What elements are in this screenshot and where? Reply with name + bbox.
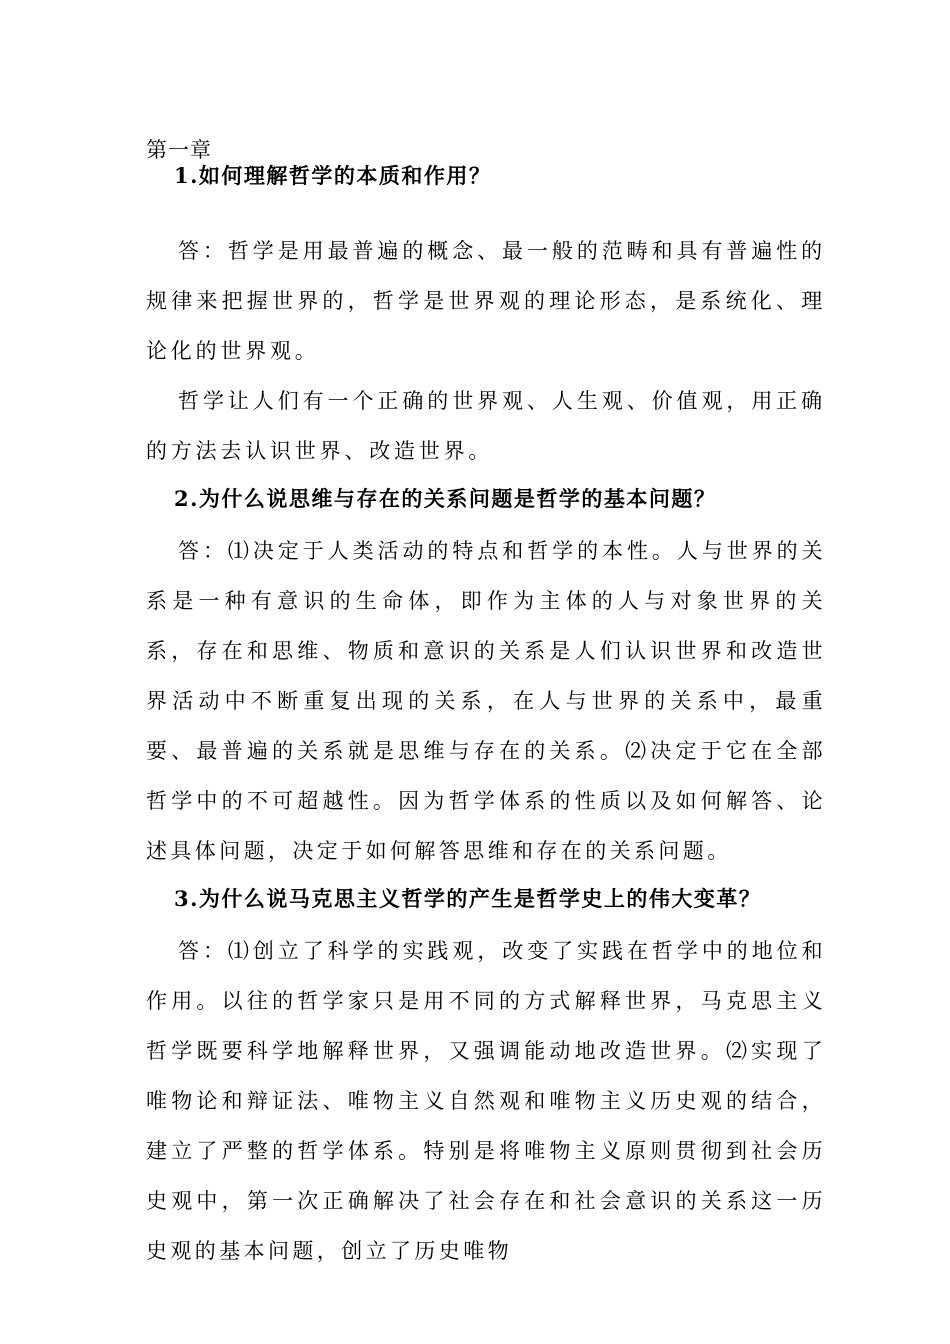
answer-2-paragraph: 答：⑴决定于人类活动的特点和哲学的本性。人与世界的关系是一种有意识的生命体，即作为主体的人与对象世界的关系，存在和思维、物质和意识的关系是人们认识世界和改造世界活动中不断重复出现的关系，在人与世界的关系中，最重要、最普遍的关系就是思维与存在的关系。⑵决定于它在全部哲学中的不可超越性。因为哲学体系的性质以及如何解答、论述具体问题，决定于如何解答思维和存在的关系问题。 <box>146 539 826 863</box>
answer-3-paragraph: 答：⑴创立了科学的实践观，改变了实践在哲学中的地位和作用。以往的哲学家只是用不同的方式解释世界，马克思主义哲学既要科学地解释世界，又强调能动地改造世界。⑵实现了唯物论和辩证法、唯物主义自然观和唯物主义历史观的结合，建立了严整的哲学体系。特别是将唯物主义原则贯彻到社会历史观中，第一次正确解决了社会存在和社会意识的关系这一历史观的基本问题，创立了历史唯物 <box>146 939 826 1263</box>
chapter-heading: 第一章 <box>146 138 212 162</box>
answer-1-paragraph-2: 哲学让人们有一个正确的世界观、人生观、价值观，用正确的方法去认识世界、改造世界。 <box>146 389 826 463</box>
answer-1-paragraph-1: 答：哲学是用最普遍的概念、最一般的范畴和具有普遍性的规律来把握世界的，哲学是世界观的理论形态，是系统化、理论化的世界观。 <box>146 239 826 363</box>
question-3: 3.为什么说马克思主义哲学的产生是哲学史上的伟大变革？ <box>174 886 762 911</box>
question-1: 1.如何理解哲学的本质和作用？ <box>174 163 492 188</box>
question-2: 2.为什么说思维与存在的关系问题是哲学的基本问题？ <box>174 486 717 511</box>
